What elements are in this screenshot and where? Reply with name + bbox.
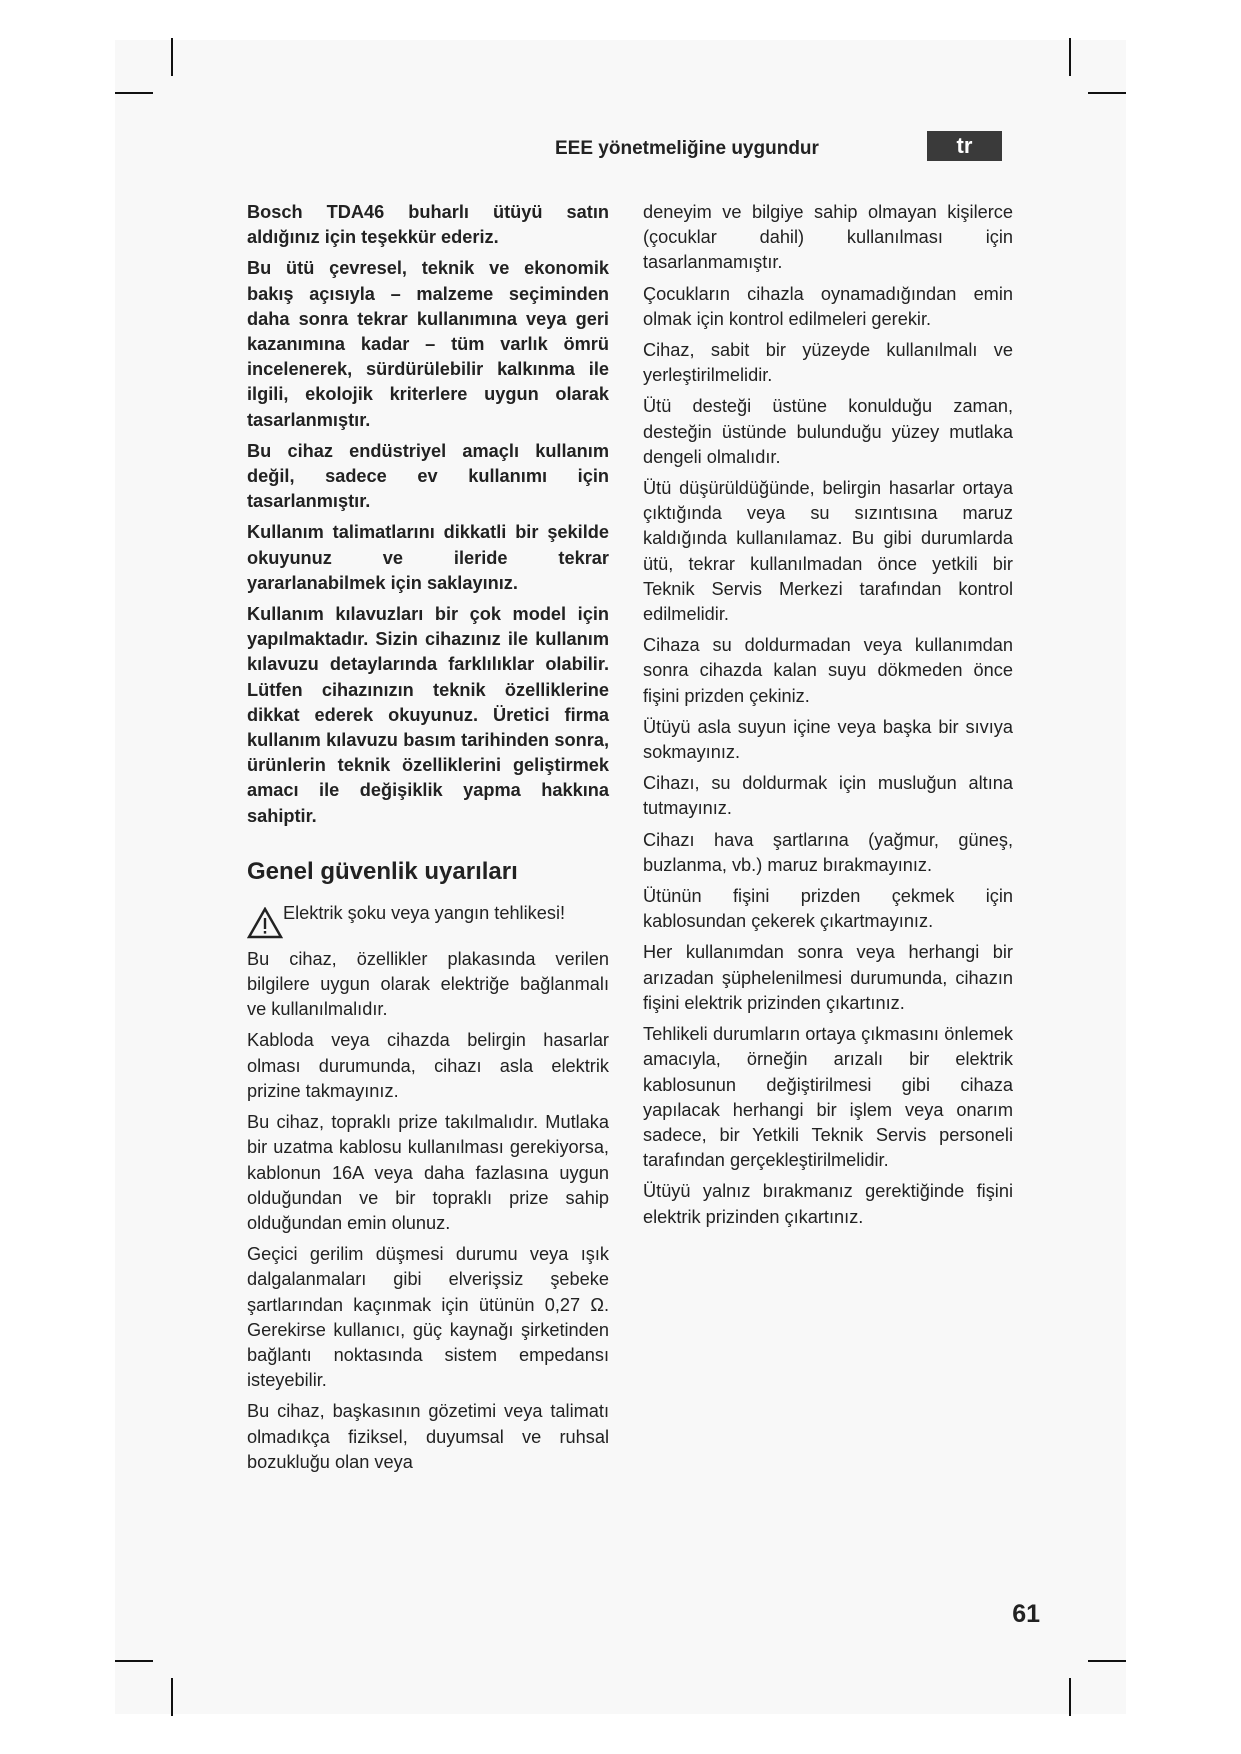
safety-paragraph: Her kullanımdan sonra veya herhangi bir arızadan şüphelenilmesi durumunda, cihazın fişini elektrik prizinden çıkartınız. bbox=[643, 942, 1013, 1013]
safety-paragraph: Cihaz, sabit bir yüzeyde kullanılmalı ve yerleştirilmelidir. bbox=[643, 340, 1013, 386]
intro-thanks: Bosch TDA46 buharlı ütüyü satın aldığınız için teşekkür ederiz. bbox=[247, 202, 609, 248]
warning-text: Elektrik şoku veya yangın tehlikesi! bbox=[283, 902, 566, 923]
crop-mark-top-right-horizontal bbox=[1088, 92, 1126, 94]
intro-eco: Bu ütü çevresel, teknik ve ekonomik bakış açısıyla – malzeme seçiminden daha sonra tekrar kullanımına veya geri kazanımına kadar – tüm varlık ömrü incelenerek, sürdürülebilir kalkınma ile ilgili, ekolojik kriterlere uygun olarak tasarlanmıştır. bbox=[247, 258, 609, 430]
safety-paragraph: Cihazı, su doldurmak için musluğun altına tutmayınız. bbox=[643, 773, 1013, 819]
safety-paragraph: Cihaza su doldurmadan veya kullanımdan sonra cihazda kalan suyu dökmeden önce fişini prizden çekiniz. bbox=[643, 635, 1013, 706]
safety-paragraph: deneyim ve bilgiye sahip olmayan kişilerce (çocuklar dahil) kullanılması için tasarlanmamıştır. bbox=[643, 202, 1013, 273]
safety-paragraph: Çocukların cihazla oynamadığından emin olmak için kontrol edilmeleri gerekir. bbox=[643, 283, 1013, 329]
page-header-title: EEE yönetmeliğine uygundur bbox=[555, 138, 819, 159]
intro-household-use: Bu cihaz endüstriyel amaçlı kullanım değil, sadece ev kullanımı için tasarlanmıştır. bbox=[247, 440, 609, 512]
left-column bbox=[247, 200, 609, 1481]
crop-mark-top-left-horizontal bbox=[115, 92, 153, 94]
language-tab: tr bbox=[927, 131, 1002, 161]
safety-paragraph: Ütüyü yalnız bırakmanız gerektiğinde fişini elektrik prizinden çıkartınız. bbox=[643, 1181, 1013, 1227]
intro-read-instructions: Kullanım talimatlarını dikkatli bir şekilde okuyunuz ve ileride tekrar yararlanabilmek için saklayınız. bbox=[247, 522, 609, 593]
safety-paragraph: Geçici gerilim düşmesi durumu veya ışık dalgalanmaları gibi elverişsiz şebeke şartlarından kaçınmak için ütünün 0,27 Ω. Gerekirse kullanıcı, güç kaynağı şirketinden bağlantı noktasında sistem empedansı isteyebilir. bbox=[247, 1244, 609, 1391]
crop-mark-bottom-left-vertical bbox=[171, 1678, 173, 1716]
warning-row bbox=[247, 901, 609, 939]
crop-mark-top-right-vertical bbox=[1069, 38, 1071, 76]
safety-paragraph: Ütüyü asla suyun içine veya başka bir sıvıya sokmayınız. bbox=[643, 716, 1013, 763]
right-column bbox=[643, 200, 1013, 1236]
section-title: Genel güvenlik uyarıları bbox=[247, 857, 518, 885]
page-number: 61 bbox=[1012, 1600, 1040, 1628]
crop-mark-bottom-left-horizontal bbox=[115, 1660, 153, 1662]
safety-paragraph: Ütü düşürüldüğünde, belirgin hasarlar ortaya çıktığında veya su sızıntısına maruz kaldığında kullanılamaz. Bu gibi durumlarda ütü, tekrar kullanılmadan önce yetkili bir Teknik Servis Merkezi tarafından kontrol edilmelidir. bbox=[643, 478, 1013, 625]
safety-paragraph: Ütü desteği üstüne konulduğu zaman, desteğin üstünde bulunduğu yüzey mutlaka dengeli olmalıdır. bbox=[643, 396, 1013, 467]
safety-paragraph: Cihazı hava şartlarına (yağmur, güneş, buzlanma, vb.) maruz bırakmayınız. bbox=[643, 829, 1013, 875]
safety-paragraph: Bu cihaz, başkasının gözetimi veya talimatı olmadıkça fiziksel, duyumsal ve ruhsal bozukluğu olan veya bbox=[247, 1401, 609, 1472]
warning-triangle-icon bbox=[247, 907, 283, 939]
safety-paragraph: Bu cihaz, topraklı prize takılmalıdır. Mutlaka bir uzatma kablosu kullanılması gerekiyorsa, kablonun 16A veya daha fazlasına uygun olduğundan ve bir topraklı prize sahip olduğundan emin olunuz. bbox=[247, 1112, 609, 1233]
safety-paragraph: Tehlikeli durumların ortaya çıkmasını önlemek amacıyla, örneğin arızalı bir elektrik kablosunun değiştirilmesi gibi cihaza yapılacak herhangi bir işlem veya onarım sadece, bir Yetkili Teknik Servis personeli tarafından gerçekleştirilmelidir. bbox=[643, 1024, 1013, 1171]
crop-mark-top-left-vertical bbox=[171, 38, 173, 76]
safety-paragraph: Kabloda veya cihazda belirgin hasarlar olması durumunda, cihazı asla elektrik prizine takmayınız. bbox=[247, 1030, 609, 1101]
crop-mark-bottom-right-horizontal bbox=[1088, 1660, 1126, 1662]
intro-manual-models: Kullanım kılavuzları bir çok model için yapılmaktadır. Sizin cihazınız ile kullanım kılavuzu detaylarında farklılıklar olabilir. Lütfen cihazınızın teknik özelliklerine dikkat ederek okuyunuz. Üretici firma kullanım kılavuzu basım tarihinden sonra, ürünlerin teknik özelliklerini geliştirmek amacı ile değişiklik yapma hakkına sahiptir. bbox=[247, 604, 609, 826]
safety-paragraph: Bu cihaz, özellikler plakasında verilen bilgilere uygun olarak elektriğe bağlanmalı ve kullanılmalıdır. bbox=[247, 948, 609, 1020]
safety-paragraph: Ütünün fişini prizden çekmek için kablosundan çekerek çıkartmayınız. bbox=[643, 886, 1013, 932]
crop-mark-bottom-right-vertical bbox=[1069, 1678, 1071, 1716]
